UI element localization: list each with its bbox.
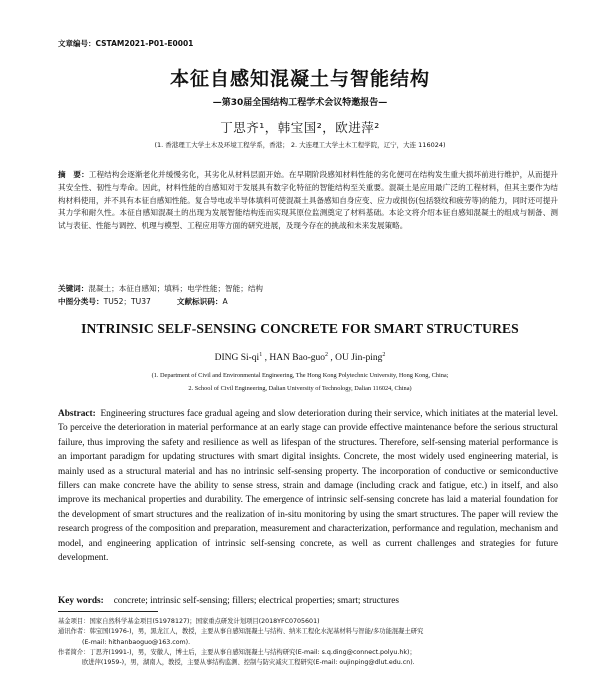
chinese-keywords-text: 混凝土；本征自感知；填料；电学性能；智能；结构 [88,284,264,293]
classification-line [58,296,558,307]
classification-value: TU52；TU37 [103,297,151,306]
chinese-keywords-label: 关键词： [58,284,89,293]
document-code-value: A [222,297,228,306]
chinese-subtitle: —第30届全国结构工程学术会议特邀报告— [212,98,388,108]
author-ding-affil: 1 [259,352,263,358]
chinese-abstract-text: 工程结构会逐渐老化并缓慢劣化，其劣化从材料层面开始。在早期阶段感知材料性能的劣化便可在结构发生重大损坏前进行维护，从而提升其安全性、韧性与寿命。因此，材料性能的自感知对于发展具有数字化特征的智能结构至关重要。混凝土是应用最广泛的工程材料，但其主要作为结构材料使用，并不具有本征自感知性能。复合导电或半导体填料可使混凝土具备感知自身应变、应力或损伤(包括裂纹和疲劳等)的能力，同时还可提升其力学和耐久性。本征自感知混凝土的出现为发展智能结构连而实现其原位监测奠定了材料基础。本论文将介绍本征自感知混凝土的组成与制备、测试与表征、性能与调控、机理与模型、工程应用等方面的研究进展，及现今存在的挑战和未来发展策略。 [58,170,558,231]
footnotes [58,617,558,668]
document-code-label: 文献标识码： [176,297,223,306]
article-number: 文章编号：CSTAM2021-P01-E0001 [58,39,194,48]
english-abstract [58,407,558,565]
corresponding-author-note: 通讯作者：韩宝国(1976-)，男，黑龙江人，教授，主要从事自感知混凝土与结构、纳米工程化水泥基材料与智能/多功能混凝土研究 [58,628,424,636]
author-han: HAN Bao-guo [269,353,326,364]
author-ou: OU Jin-ping [335,353,383,364]
chinese-keywords [58,283,558,294]
footnote-divider [58,611,158,612]
english-affiliation-2: 2. School of Civil Engineering, Dalian University of Technology, Dalian 116024, China) [188,385,412,392]
fund-note: 基金项目：国家自然科学基金项目(51978127)；国家重点研发计划项目(2018YFC0705601) [58,618,320,625]
english-keywords [58,596,558,606]
english-keywords-label: Key words: [58,596,104,606]
author-han-affil: 2 [325,352,329,358]
english-title: INTRINSIC SELF-SENSING CONCRETE FOR SMART STRUCTURES [81,321,519,336]
classification-label: 中图分类号： [58,297,104,306]
chinese-abstract-label: 摘 要： [58,170,89,179]
author-ou-affil: 2 [382,352,386,358]
english-abstract-label: Abstract: [58,409,96,419]
chinese-abstract [58,169,558,233]
author-intro-2: 欧进萍(1959-)，男，湖南人，教授，主要从事结构监测、控制与防灾减灾工程研究(E-mail: oujinping@dlut.edu.cn). [82,659,415,667]
chinese-authors: 丁思齐¹，韩宝国²，欧进萍² [220,120,380,135]
chinese-title: 本征自感知混凝土与智能结构 [169,68,430,90]
author-ding: DING Si-qi [214,353,260,364]
english-affiliation-1: (1. Department of Civil and Environmental Engineering, The Hong Kong Polytechnic University, Hong Kong, China; [151,372,449,379]
english-abstract-text: Engineering structures face gradual ageing and slow deterioration during their service, which initiates at the material level. To perceive the deterioration in material performance at an early stage can provide effective maintenance before the serious structural failure, thus improving the safety and resilience as well as lifespan of the structures. Therefore, self-sensing material performance is an important paradigm for updating structures with smart digital insights. Concrete, the most widely used engineering material, is mainly used as a structural material and has no intrinsic self-sensing property. The incorporation of conductive or semiconductive fillers can make concrete have the ability to sense stress, strain and damage (including crack and fatigue, etc.) in itself, and also improve its mechanical properties and durability. The emergence of intrinsic self-sensing concrete has laid a material foundation for the development of smart structures and the realization of in-situ monitoring by using the smart structures. The paper will review the research progress of the composition and preparation, measurement and characterization, performance and regulation, mechanism and model, and engineering application of intrinsic self-sensing concrete, as well as current challenges and strategies for future development. [58,409,558,564]
corresponding-author-email: (E-mail: hithanbaoguo@163.com). [82,638,191,646]
english-authors: DING $Si-qi^1$ , HAN Bao-guo$^2$ , OU Jin-ping$^2$ [214,352,386,364]
author-intro-1: 作者简介：丁思齐(1991-)，男，安徽人，博士后，主要从事自感知混凝土与结构研究(E-mail: s.q.ding@connect.polyu.hk)； [58,648,416,656]
chinese-affiliation: (1. 香港理工大学土木及环境工程学系，香港； 2. 大连理工大学土木工程学院，辽宁，大连 116024) [154,141,446,149]
english-keywords-text: concrete; intrinsic self-sensing; fillers; electrical properties; smart; structures [113,596,399,606]
